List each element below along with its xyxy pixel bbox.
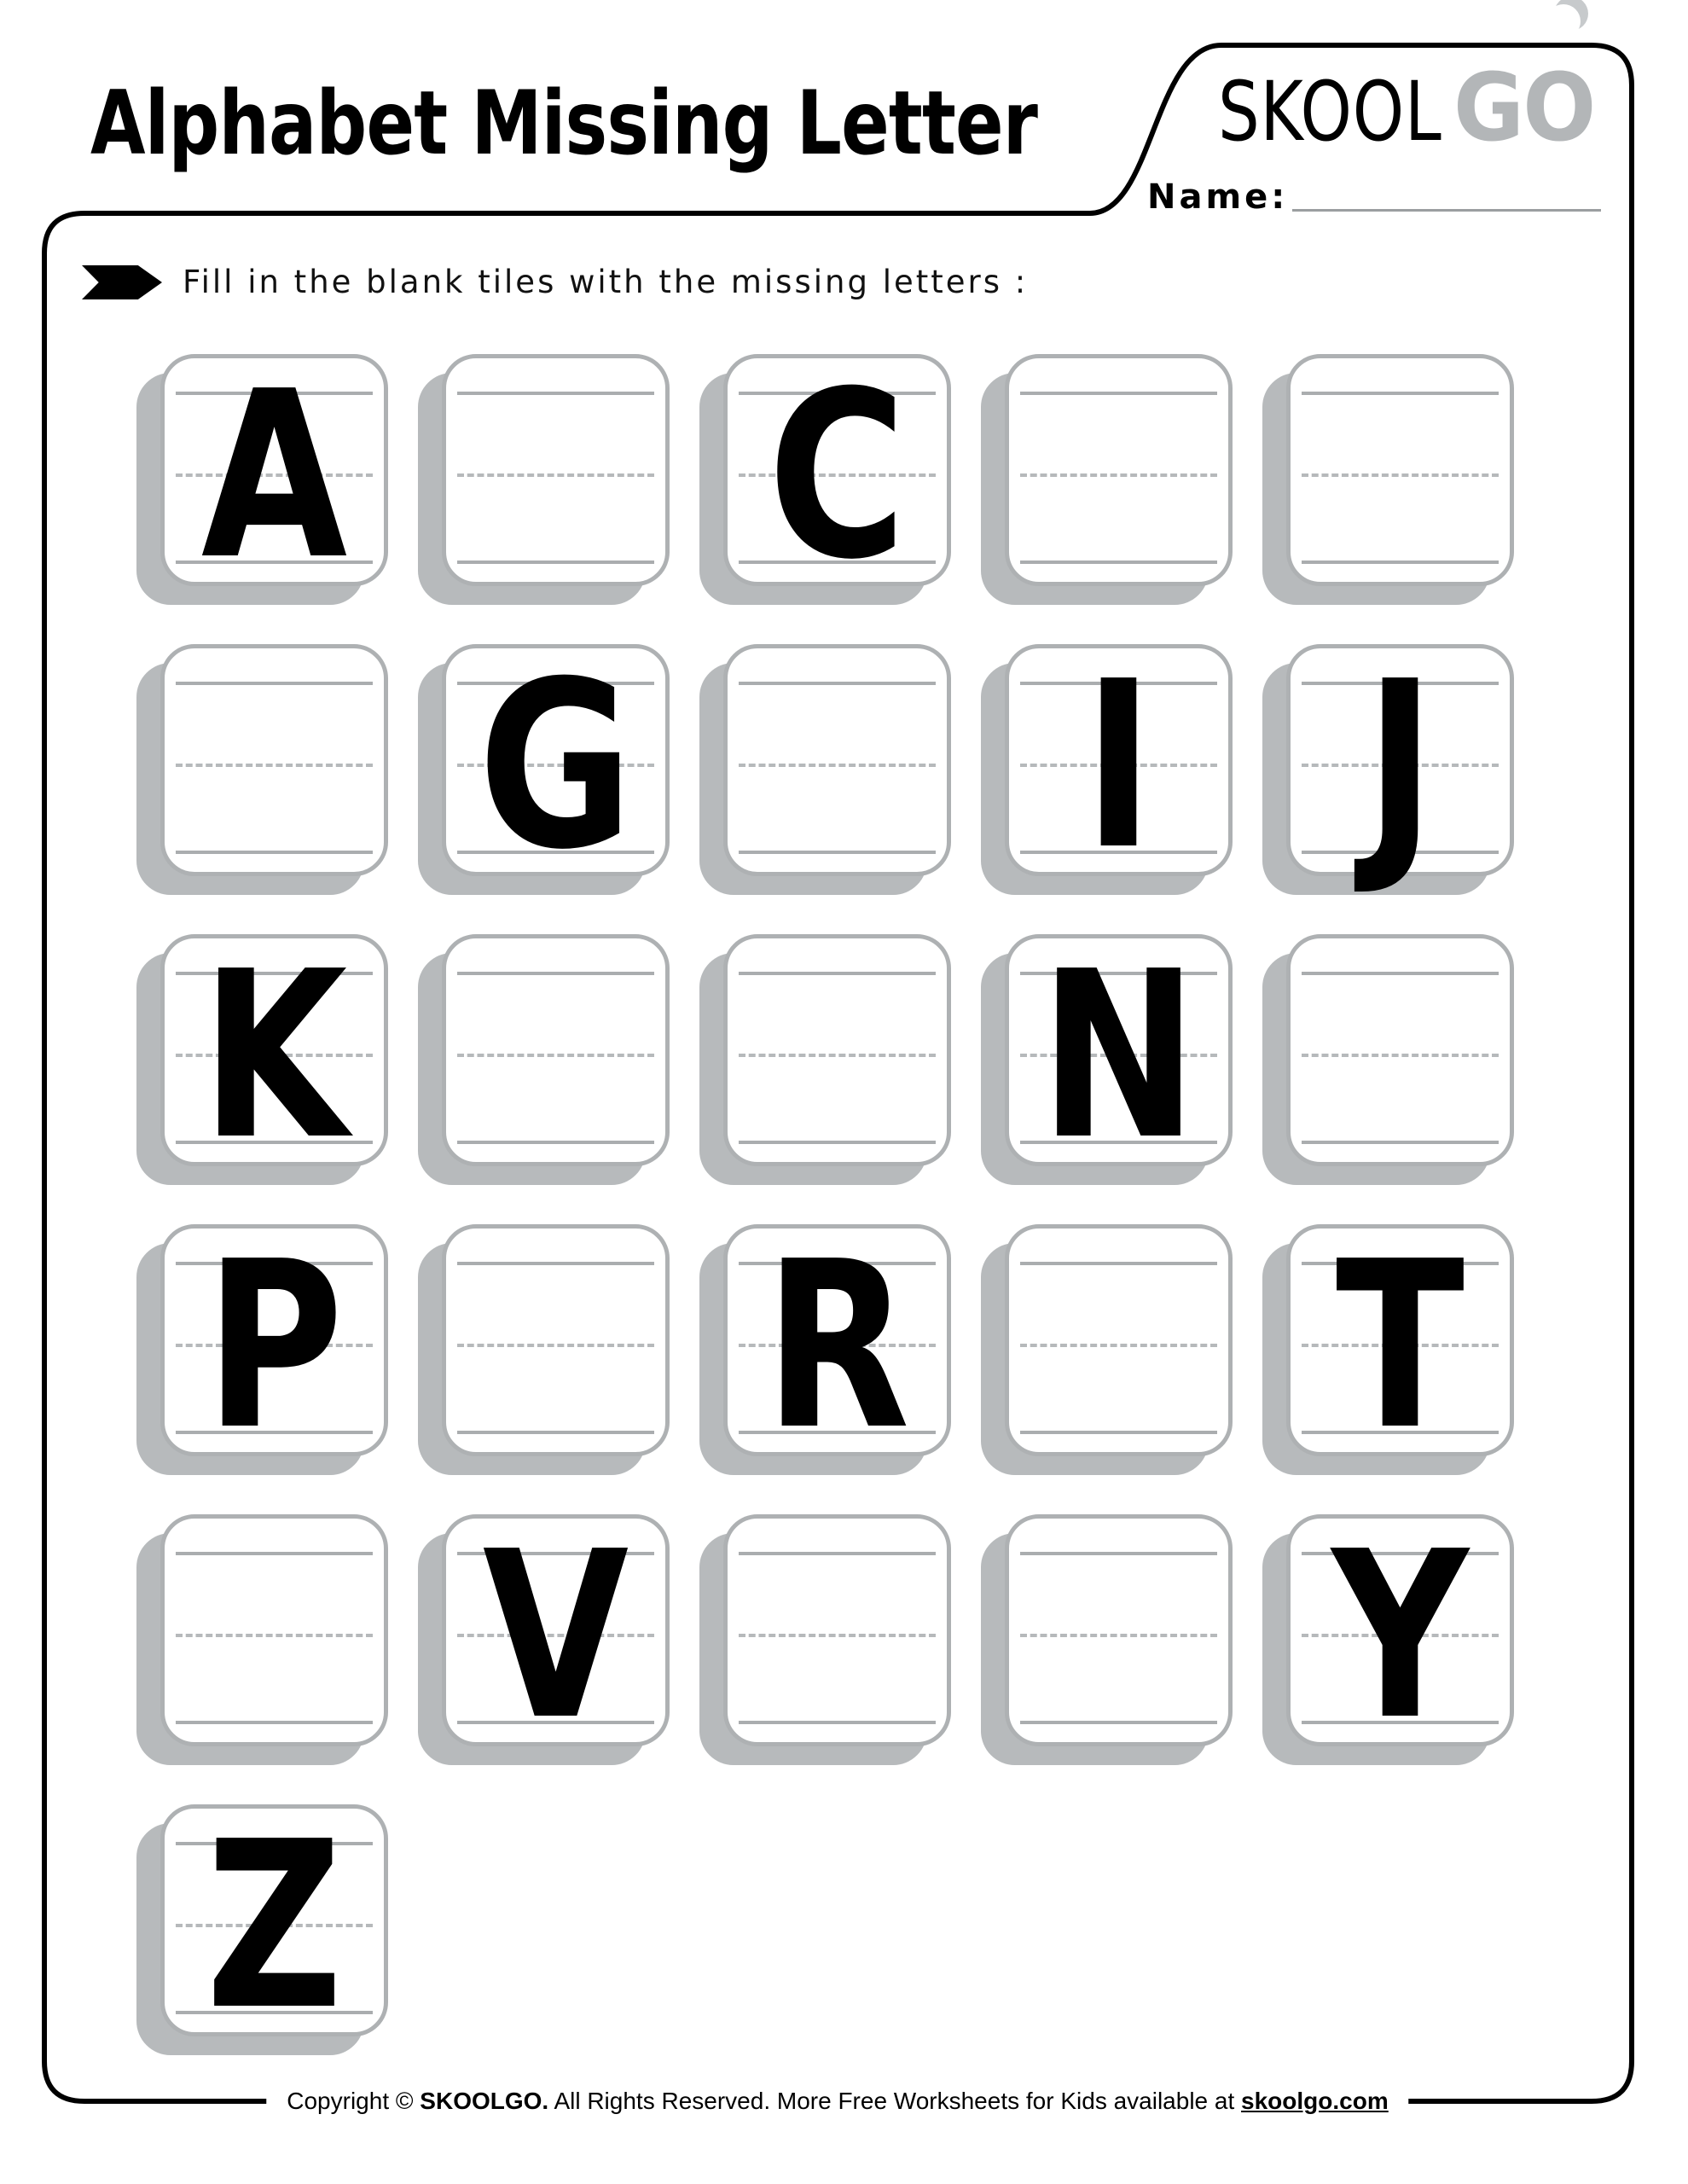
tile-blank-u bbox=[160, 1514, 388, 1746]
instruction-row bbox=[82, 264, 1028, 301]
tile-c bbox=[723, 340, 951, 610]
tile-n bbox=[1005, 921, 1233, 1190]
tile-blank-q bbox=[442, 1224, 670, 1456]
tile-letter: A bbox=[200, 340, 348, 610]
tile-write-area[interactable] bbox=[1310, 387, 1490, 563]
tile-write-area[interactable] bbox=[184, 677, 364, 853]
tile-letter: T bbox=[1335, 1211, 1465, 1480]
instruction-text: Fill in the blank tiles with the missing letters : bbox=[183, 264, 1029, 300]
tile-letter: G bbox=[478, 630, 634, 900]
name-label: Name: bbox=[1147, 177, 1289, 217]
tile-write-area[interactable] bbox=[747, 677, 927, 853]
name-input-line[interactable] bbox=[1292, 209, 1601, 212]
tile-blank-l bbox=[442, 934, 670, 1166]
logo-text-go: GO bbox=[1453, 53, 1595, 162]
tile-i bbox=[1005, 630, 1233, 900]
tile-k bbox=[160, 921, 388, 1190]
tile-blank-o bbox=[1286, 934, 1514, 1166]
tile-write-area[interactable] bbox=[466, 1258, 646, 1433]
tile-write-area[interactable] bbox=[747, 967, 927, 1143]
tile-letter: R bbox=[764, 1211, 910, 1480]
logo-text-skool: SKOOL bbox=[1218, 64, 1442, 160]
tile-letter: N bbox=[1039, 921, 1198, 1190]
footer-site-link[interactable]: skoolgo.com bbox=[1241, 2088, 1389, 2114]
tile-p bbox=[160, 1211, 388, 1480]
tile-z bbox=[160, 1791, 388, 2060]
footer-middle-text: All Rights Reserved. More Free Worksheets for Kids available at bbox=[548, 2088, 1242, 2114]
tile-blank-x bbox=[1005, 1514, 1233, 1746]
tile-blank-s bbox=[1005, 1224, 1233, 1456]
tile-j bbox=[1286, 630, 1514, 900]
tile-grid bbox=[160, 340, 1514, 2060]
tile-blank-w bbox=[723, 1514, 951, 1746]
tile-letter: Y bbox=[1331, 1501, 1469, 1770]
tile-letter: C bbox=[768, 340, 907, 610]
name-row bbox=[1147, 177, 1288, 217]
tile-t bbox=[1286, 1211, 1514, 1480]
tile-r bbox=[723, 1211, 951, 1480]
tile-letter: I bbox=[1083, 630, 1154, 900]
tile-letter: K bbox=[200, 921, 348, 1190]
instruction-arrow-icon bbox=[82, 265, 162, 299]
page-title: Alphabet Missing Letter bbox=[90, 73, 1038, 175]
tile-blank-h bbox=[723, 644, 951, 876]
tile-letter: Z bbox=[206, 1791, 343, 2060]
tile-a bbox=[160, 340, 388, 610]
tile-blank-b bbox=[442, 354, 670, 586]
tile-g bbox=[442, 630, 670, 900]
footer-copyright-text: Copyright © bbox=[287, 2088, 421, 2114]
tile-write-area[interactable] bbox=[1029, 1548, 1209, 1723]
skoolgo-logo bbox=[1218, 53, 1607, 162]
tile-write-area[interactable] bbox=[466, 967, 646, 1143]
tile-y bbox=[1286, 1501, 1514, 1770]
tile-letter: V bbox=[482, 1501, 629, 1770]
tile-blank-e bbox=[1286, 354, 1514, 586]
tile-v bbox=[442, 1501, 670, 1770]
tile-letter: P bbox=[205, 1211, 344, 1480]
footer bbox=[266, 2082, 1408, 2120]
tile-blank-m bbox=[723, 934, 951, 1166]
tile-blank-d bbox=[1005, 354, 1233, 586]
tile-blank-f bbox=[160, 644, 388, 876]
tile-write-area[interactable] bbox=[1029, 1258, 1209, 1433]
tile-write-area[interactable] bbox=[184, 1548, 364, 1723]
tile-write-area[interactable] bbox=[747, 1548, 927, 1723]
footer-brand: SKOOLGO. bbox=[420, 2088, 549, 2114]
logo-text-go-wrap bbox=[1453, 53, 1607, 162]
tile-letter: J bbox=[1365, 630, 1436, 900]
tile-write-area[interactable] bbox=[1029, 387, 1209, 563]
tile-write-area[interactable] bbox=[1310, 967, 1490, 1143]
tile-write-area[interactable] bbox=[466, 387, 646, 563]
